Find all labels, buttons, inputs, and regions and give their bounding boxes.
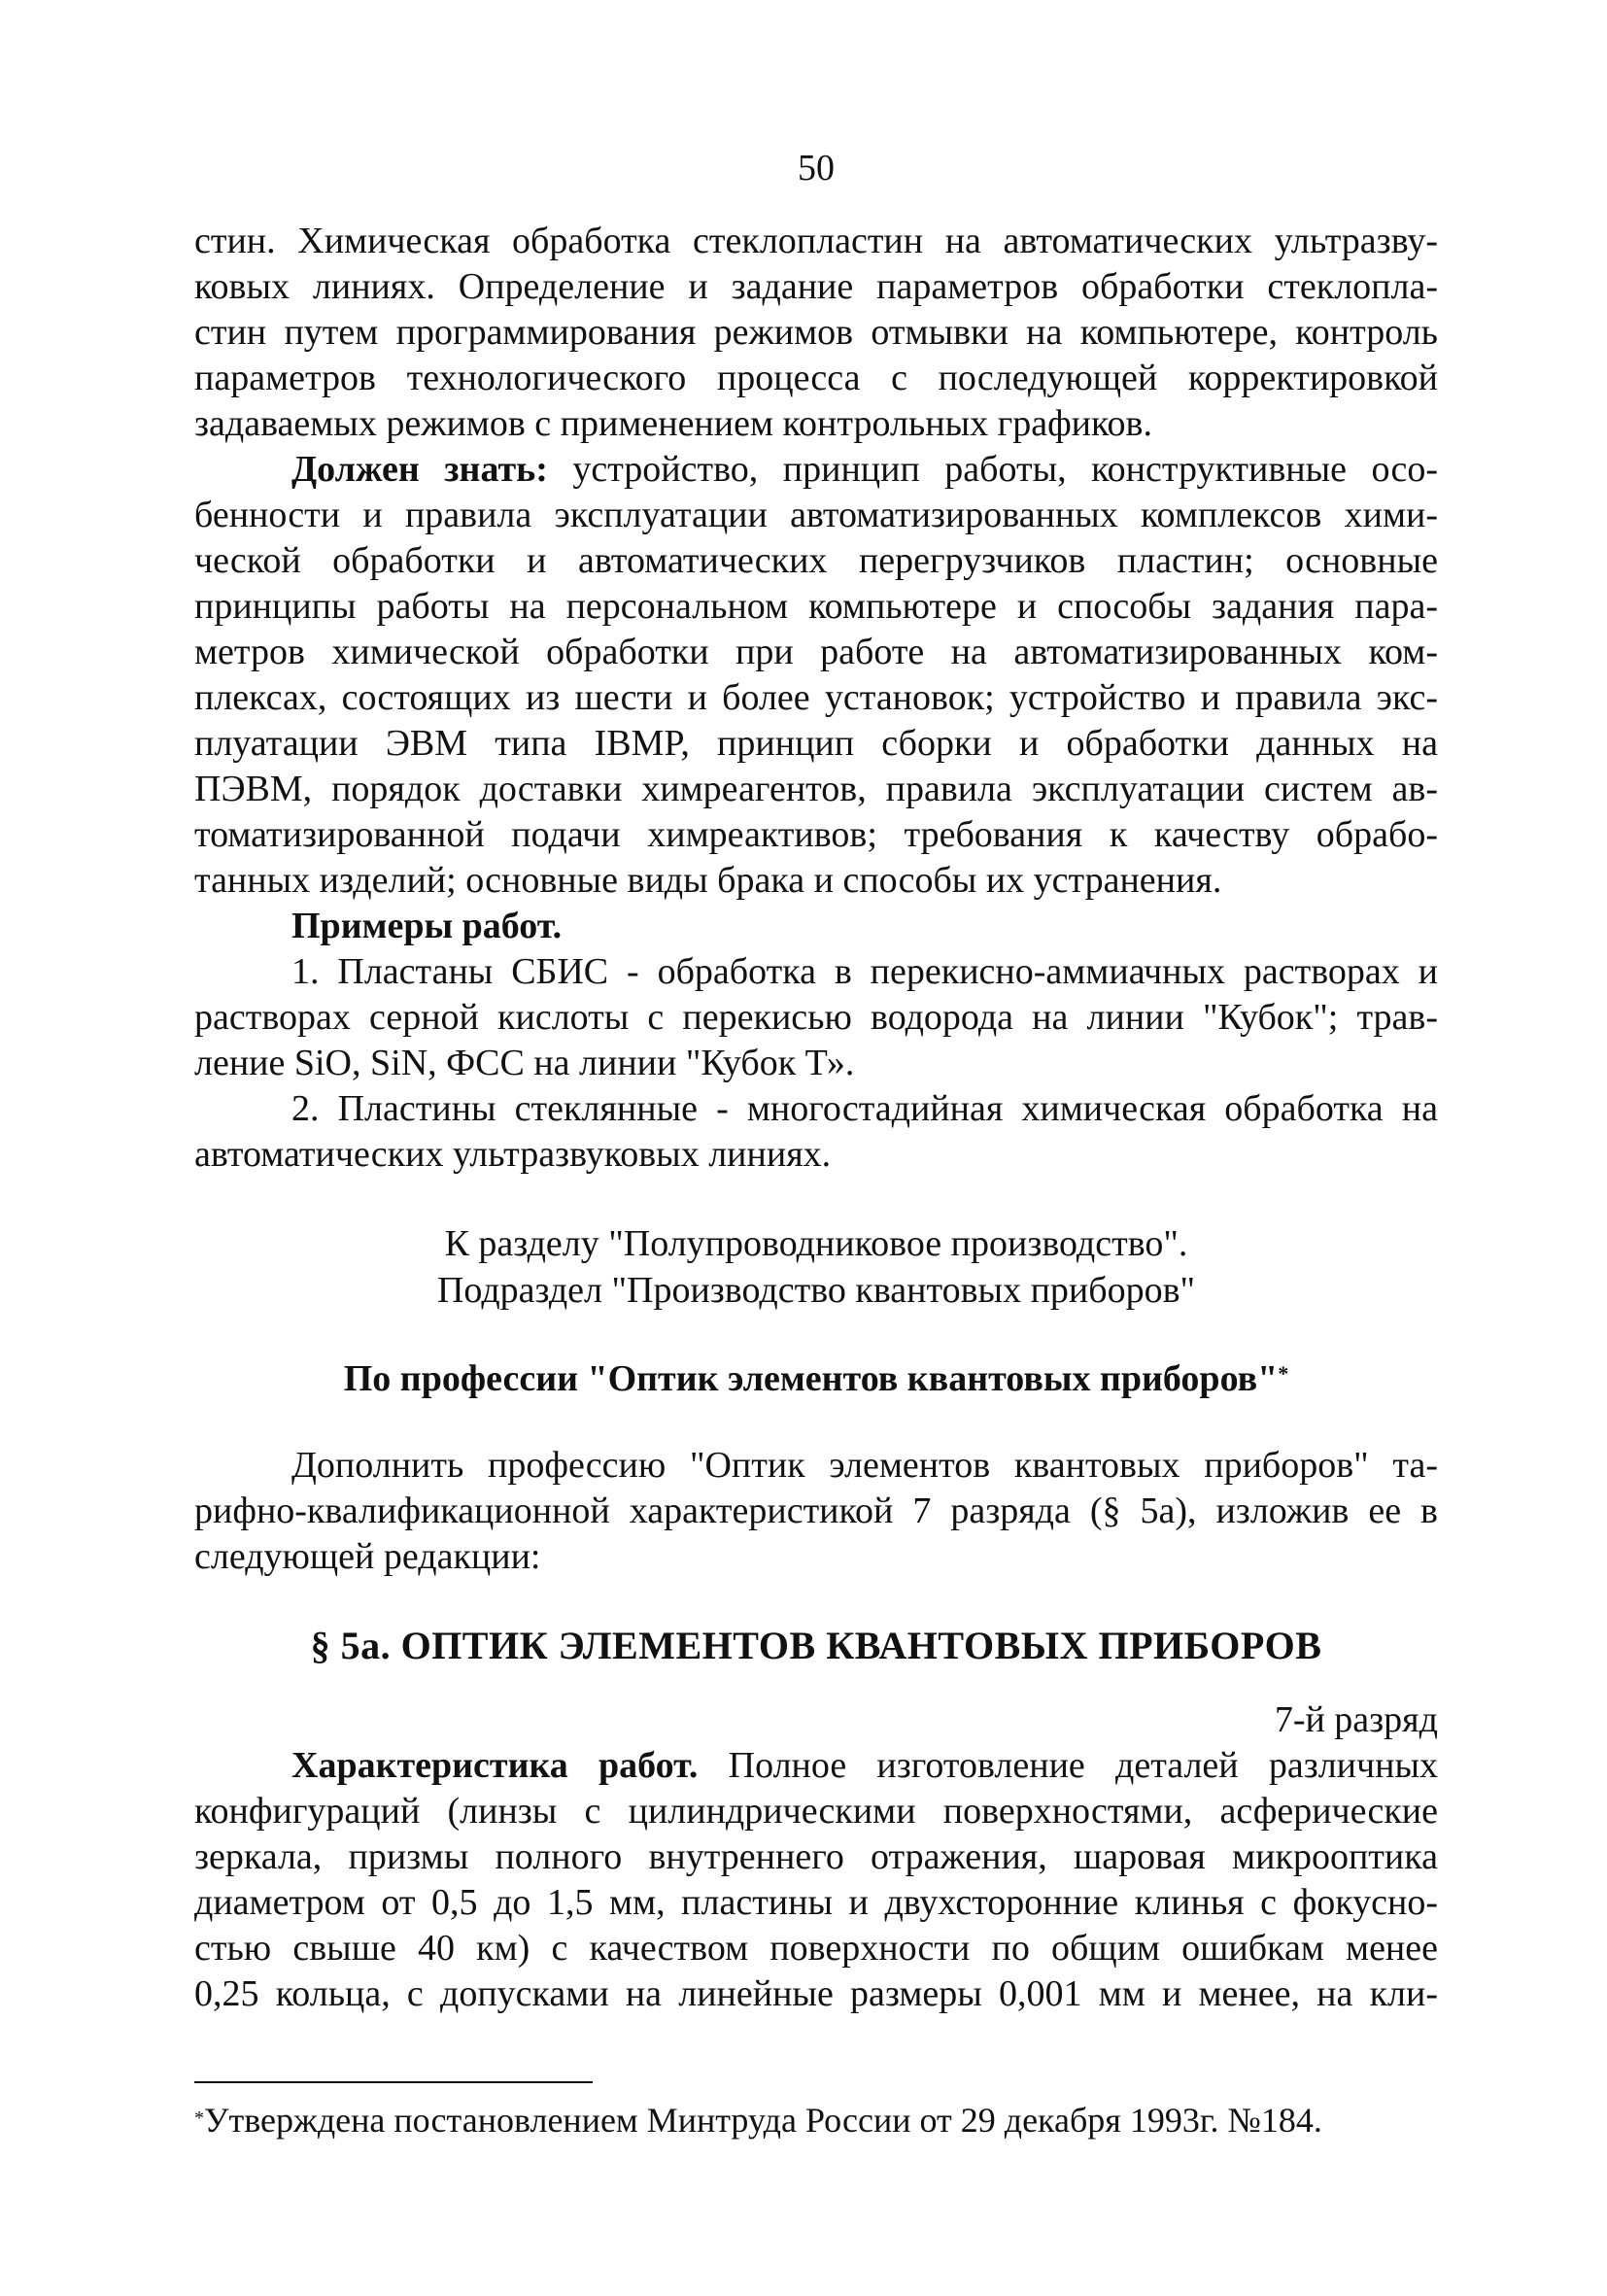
section-reference: [194, 1220, 1438, 1314]
grade-label: 7-й разряд: [1274, 1699, 1438, 1740]
text-line: параметров технологического процесса с последующей корректировкой: [194, 358, 1438, 398]
work-characteristic-intro: Полное изготовление деталей различных: [698, 1745, 1438, 1786]
text-line: принципы работы на персональном компьютере и способы задания пара-: [194, 586, 1438, 627]
text-line: ковых линиях. Определение и задание параметров обработки стеклопла-: [194, 266, 1438, 307]
subsection-reference-line: Подраздел "Производство квантовых приборов": [436, 1270, 1196, 1311]
text-line: конфигураций (линзы с цилиндрическими поверхностями, асферические: [194, 1791, 1438, 1832]
supplement-paragraph: [194, 1443, 1438, 1580]
profession-title-text: По профессии "Оптик элементов квантовых приборов": [343, 1358, 1279, 1399]
text-line: бенности и правила эксплуатации автоматизированных комплексов хими-: [194, 495, 1438, 535]
text-line: ПЭВМ, порядок доставки химреагентов, правила эксплуатации систем ав-: [194, 769, 1438, 809]
text-line: автоматических ультразвуковых линиях.: [194, 1134, 832, 1175]
work-characteristic-label: Характеристика работ.: [291, 1745, 699, 1786]
must-know-intro: устройство, принцип работы, конструктивные осо-: [547, 449, 1438, 490]
example-item-2: 2. Пластины стеклянные - многостадийная химическая обработка на: [291, 1088, 1438, 1129]
text-line: томатизированной подачи химреактивов; требования к качеству обрабо-: [194, 814, 1438, 855]
text-line: танных изделий; основные виды брака и способы их устранения.: [194, 860, 1222, 901]
text-line: растворах серной кислоты с перекисью водорода на линии "Кубок"; трав-: [194, 997, 1438, 1038]
text-line: задаваемых режимов с применением контрольных графиков.: [194, 403, 1152, 444]
examples-section: [194, 904, 1438, 1178]
section-heading: § 5а. ОПТИК ЭЛЕМЕНТОВ КВАНТОВЫХ ПРИБОРОВ: [310, 1624, 1322, 1667]
example-item-1: 1. Пластаны СБИС - обработка в перекисно-аммиачных растворах и: [291, 951, 1438, 992]
text-line: стью свыше 40 км) с качеством поверхности по общим ошибкам менее: [194, 1928, 1438, 1969]
page-number: 50: [798, 148, 835, 188]
text-line: ление SiO, SiN, ФСС на линии "Кубок Т».: [194, 1043, 855, 1083]
footnote-text: Утверждена постановлением Минтруда России от 29 декабря 1993г. №184.: [204, 2101, 1322, 2140]
footnote: [194, 2099, 1438, 2142]
footnote-marker: *: [1278, 1361, 1289, 1386]
must-know-label: Должен знать:: [291, 449, 548, 490]
text-line: [194, 1743, 1438, 1789]
text-line: плуатации ЭВМ типа IBMP, принцип сборки и обработки данных на: [194, 723, 1438, 764]
text-line: диаметром от 0,5 до 1,5 мм, пластины и двухсторонние клинья с фокусно-: [194, 1882, 1438, 1923]
paragraph-chemical-processing: [194, 219, 1438, 447]
text-line: [194, 447, 1438, 493]
work-characteristic-paragraph: [194, 1743, 1438, 2017]
text-line: ческой обработки и автоматических перегрузчиков пластин; основные: [194, 540, 1438, 581]
text-line: следующей редакции:: [194, 1536, 541, 1577]
profession-title: [194, 1356, 1438, 1402]
text-line: рифно-квалификационной характеристикой 7 разряда (§ 5а), изложив ее в: [194, 1491, 1438, 1531]
footnote-mark: *: [194, 2108, 204, 2129]
text-line: Дополнить профессию "Оптик элементов квантовых приборов" та-: [291, 1445, 1438, 1486]
footnote-divider: [194, 2081, 593, 2083]
text-line: 0,25 кольца, с допусками на линейные размеры 0,001 мм и менее, на кли-: [194, 1973, 1438, 2014]
text-line: зеркала, призмы полного внутреннего отражения, шаровая микрооптика: [194, 1836, 1438, 1877]
section-reference-line: К разделу "Полупроводниковое производство".: [444, 1223, 1188, 1264]
paragraph-must-know: [194, 447, 1438, 904]
text-line: плексах, состоящих из шести и более установок; устройство и правила экс-: [194, 677, 1438, 718]
document-page: [194, 146, 1438, 2017]
text-line: стин путем программирования режимов отмывки на компьютере, контроль: [194, 312, 1438, 353]
text-line: стин. Химическая обработка стеклопластин на автоматических ультразву-: [194, 221, 1438, 261]
examples-heading: Примеры работ.: [291, 906, 563, 946]
text-line: метров химической обработки при работе на автоматизированных ком-: [194, 632, 1438, 672]
